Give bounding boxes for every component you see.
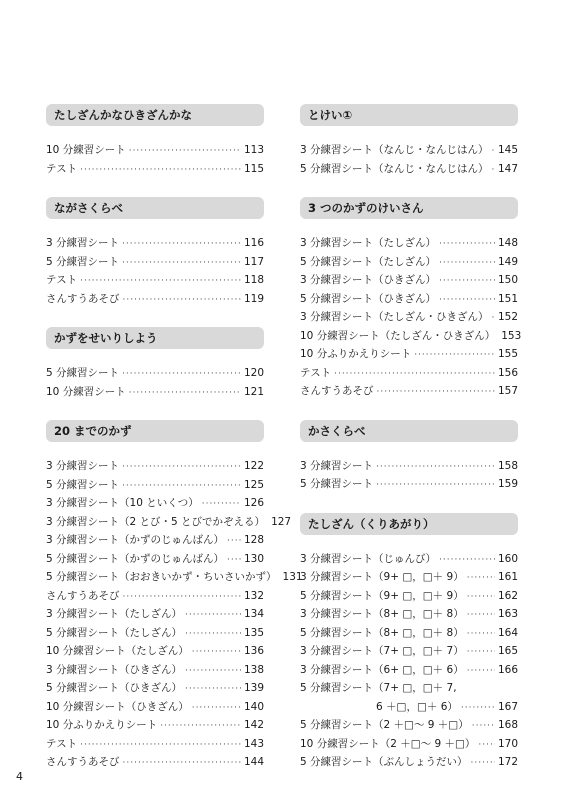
entry-page-number: 151 [497,292,518,305]
toc-entry [46,253,264,272]
toc-entry [300,271,518,290]
entry-title: 5 分練習シート [46,255,120,268]
entry-page-number: 148 [497,237,518,249]
toc-entry [46,642,264,661]
entry-title: 3 分練習シート（10 といくつ） [46,497,199,509]
entry-title: 3 分練習シート（7+ □，□＋ 7） [300,645,464,657]
dot-leader [467,569,495,588]
section-header: ながさくらべ [46,197,264,219]
entry-title: テスト [46,162,78,175]
toc-entry [46,587,264,606]
toc-entry [300,753,518,772]
toc-entry [300,698,518,717]
entry-page-number: 153 [501,329,522,342]
toc-entry [300,550,518,569]
entry-title: 5 分練習シート（7+ □，□＋ 7, [300,682,457,694]
entry-list [46,349,264,420]
entry-page-number: 161 [497,571,518,583]
dot-leader [123,588,241,607]
toc-entry [300,568,518,587]
toc-entry [300,475,518,494]
entry-title: 3 分練習シート [300,459,374,472]
entry-title: 3 分練習シート（ひきざん） [300,274,437,286]
dot-leader [492,309,495,328]
entry-title: 3 分練習シート（9+ □，□＋ 9） [300,571,464,583]
entry-page-number: 113 [243,144,264,156]
entry-title: 3 分練習シート（6+ □，□＋ 6） [300,663,464,676]
entry-page-number: 115 [243,162,264,175]
toc-entry [46,160,264,179]
entry-page-number: 136 [243,645,264,657]
section-header: とけい① [300,104,518,126]
entry-list [46,126,264,197]
entry-title: 3 分練習シート（なんじ・なんじはん） [300,144,489,156]
toc-entry [300,327,522,346]
toc-entry [300,642,518,661]
entry-page-number: 160 [497,552,518,565]
entry-title: さんすうあそび [300,385,374,397]
dot-leader [467,606,495,625]
dot-leader [492,142,495,161]
entry-list [300,442,518,513]
dot-leader [227,532,241,551]
toc-section [300,197,522,420]
dot-leader [185,606,241,625]
entry-title: 3 分練習シート [46,460,120,472]
section-header: たしざん（くりあがり） [300,513,518,535]
toc-entry [46,735,264,754]
toc-entry [46,753,264,772]
toc-entry [300,345,518,364]
toc-entry [300,308,518,327]
entry-page-number: 159 [497,478,518,490]
dot-leader [334,365,495,384]
toc-entry [300,661,518,680]
toc-entry [300,716,518,735]
dot-leader [376,458,495,477]
entry-title: 5 分練習シート（なんじ・なんじはん） [300,162,489,175]
entry-page-number: 118 [243,274,264,286]
entry-title: 3 分練習シート（8+ □，□＋ 8） [300,608,464,620]
entry-page-number: 128 [243,534,264,546]
dot-leader [227,551,241,570]
toc-left-column [46,104,303,791]
dot-leader [439,235,495,254]
entry-title: テスト [300,366,332,379]
dot-leader [123,291,241,310]
entry-title: 5 分練習シート（たしざん） [46,626,183,639]
section-header: 20 までのかず [46,420,264,442]
toc-entry [46,141,264,160]
dot-leader [122,458,241,477]
entry-title: テスト [46,737,78,750]
entry-list [300,219,522,420]
entry-page-number: 172 [497,756,518,768]
entry-page-number: 155 [497,348,518,360]
toc-section [300,513,518,791]
entry-page-number: 138 [243,663,264,676]
entry-title: 3 分練習シート（2 とび・5 とびでかぞえる） [46,515,266,528]
entry-title: 5 分練習シート（おおきいかず・ちいさいかず） [46,571,277,583]
entry-page-number: 158 [497,459,518,472]
dot-leader [439,291,495,310]
dot-leader [461,699,495,718]
dot-leader [185,625,241,644]
entry-title: さんすうあそび [46,589,120,602]
section-header: かさくらべ [300,420,518,442]
entry-title: 5 分練習シート（ひきざん） [46,682,183,694]
entry-title: 3 分練習シート（たしざん・ひきざん） [300,311,489,323]
entry-page-number: 122 [243,460,264,472]
dot-leader [467,662,495,681]
dot-leader [492,161,495,180]
section-header: かずをせいりしよう [46,327,264,349]
entry-page-number: 140 [243,700,264,713]
entry-page-number: 170 [497,737,518,750]
entry-title: 10 分練習シート（たしざん・ひきざん） [300,329,496,342]
toc-entry [46,605,264,624]
entry-title: 10 分練習シート（ひきざん） [46,700,189,713]
entry-page-number: 131 [282,571,303,583]
toc-entry [46,476,264,495]
entry-page-number: 145 [497,144,518,156]
entry-title: テスト [46,274,78,286]
dot-leader [377,383,495,402]
toc-section [46,327,264,420]
entry-page-number: 150 [497,274,518,286]
entry-title: 3 分練習シート（たしざん） [46,608,183,620]
entry-title: 5 分練習シート [46,478,120,491]
toc-entry [46,271,264,290]
section-header: 3 つのかずのけいさん [300,197,518,219]
toc-entry [46,290,264,309]
entry-title: 3 分練習シート（かずのじゅんばん） [46,534,225,546]
dot-leader [192,699,241,718]
entry-title: 6 ＋□，□＋ 6） [376,700,458,713]
toc-entry [300,290,518,309]
entry-page-number: 147 [497,162,518,175]
dot-leader [478,736,495,755]
toc-entry [300,141,518,160]
entry-page-number: 152 [497,311,518,323]
entry-title: 3 分練習シート（たしざん） [300,237,437,249]
dot-leader [471,754,495,773]
toc-entry [46,364,264,383]
entry-page-number: 116 [243,237,264,249]
entry-page-number: 142 [243,719,264,731]
entry-list [300,535,518,791]
toc-entry [300,382,518,401]
toc-entry [46,698,264,717]
toc-right-column [300,104,522,791]
entry-page-number: 121 [243,385,264,398]
toc-entry [300,605,518,624]
page-number: 4 [16,770,23,783]
entry-page-number: 127 [271,515,292,528]
toc-entry [46,494,264,513]
toc-section [46,420,303,791]
entry-page-number: 165 [497,645,518,657]
entry-title: 5 分練習シート [46,367,120,379]
dot-leader [80,736,241,755]
toc-section [300,420,518,513]
entry-page-number: 166 [497,663,518,676]
dot-leader [129,142,241,161]
entry-page-number: 134 [243,608,264,620]
entry-page-number: 157 [497,385,518,397]
toc-entry [300,364,518,383]
toc-entry [46,383,264,402]
entry-title: 3 分練習シート（じゅんび） [300,552,437,565]
entry-title: 10 分ふりかえりシート [46,719,158,731]
dot-leader [122,254,241,273]
toc-entry [46,661,264,680]
entry-title: 3 分練習シート [46,237,120,249]
entry-page-number: 164 [497,626,518,639]
dot-leader [122,477,241,496]
dot-leader [439,254,495,273]
entry-title: 10 分ふりかえりシート [300,348,412,360]
entry-title: 5 分練習シート（8+ □，□＋ 8） [300,626,464,639]
dot-leader [472,717,495,736]
dot-leader [376,476,495,495]
toc-entry [300,160,518,179]
entry-title: 10 分練習シート [46,385,126,398]
dot-leader [467,643,495,662]
toc-entry [300,457,518,476]
entry-page-number: 149 [497,255,518,268]
entry-page-number: 167 [497,700,518,713]
entry-page-number: 162 [497,589,518,602]
entry-page-number: 143 [243,737,264,750]
entry-title: さんすうあそび [46,756,120,768]
toc-entry [46,679,264,698]
toc-entry [46,716,264,735]
toc-entry [46,624,264,643]
entry-page-number: 130 [243,552,264,565]
section-header: たしざんかなひきざんかな [46,104,264,126]
entry-title: 5 分練習シート（9+ □，□＋ 9） [300,589,464,602]
entry-title: 5 分練習シート（ひきざん） [300,292,437,305]
dot-leader [439,272,495,291]
toc-entry [300,679,518,698]
dot-leader [123,754,241,773]
toc-entry [46,550,264,569]
dot-leader [80,272,241,291]
entry-page-number: 144 [243,756,264,768]
entry-page-number: 168 [497,719,518,731]
dot-leader [192,643,241,662]
toc-entry [300,624,518,643]
dot-leader [414,346,495,365]
entry-title: 10 分練習シート [46,144,126,156]
toc-entry [300,587,518,606]
toc-entry [300,234,518,253]
dot-leader [129,384,241,403]
entry-title: 10 分練習シート（2 ＋□～ 9 ＋□） [300,737,476,750]
entry-page-number: 120 [243,367,264,379]
toc-entry [46,457,264,476]
entry-page-number: 135 [243,626,264,639]
toc-section [46,104,264,197]
entry-title: 5 分練習シート（ぶんしょうだい） [300,756,468,768]
entry-title: 5 分練習シート（かずのじゅんばん） [46,552,225,565]
toc-section [300,104,518,197]
entry-page-number: 126 [243,497,264,509]
entry-page-number: 156 [497,366,518,379]
dot-leader [122,365,241,384]
entry-page-number: 139 [243,682,264,694]
entry-title: 3 分練習シート（ひきざん） [46,663,183,676]
entry-list [46,219,264,327]
dot-leader [80,161,241,180]
entry-title: 5 分練習シート [300,478,374,490]
toc-entry [300,735,518,754]
entry-list [46,442,303,791]
dot-leader [439,551,495,570]
dot-leader [467,625,495,644]
toc-entry [46,531,264,550]
entry-title: 10 分練習シート（たしざん） [46,645,189,657]
entry-title: 5 分練習シート（2 ＋□～ 9 ＋□） [300,719,469,731]
entry-page-number: 125 [243,478,264,491]
dot-leader [185,680,241,699]
dot-leader [160,717,241,736]
dot-leader [122,235,241,254]
entry-title: 5 分練習シート（たしざん） [300,255,437,268]
dot-leader [467,588,495,607]
dot-leader [185,662,241,681]
entry-page-number: 119 [243,292,264,305]
entry-page-number: 117 [243,255,264,268]
toc-entry [46,568,303,587]
entry-page-number: 132 [243,589,264,602]
entry-title: さんすうあそび [46,292,120,305]
toc-entry [46,513,292,532]
toc-section [46,197,264,327]
entry-page-number: 163 [497,608,518,620]
toc-entry [300,253,518,272]
toc-entry [46,234,264,253]
entry-list [300,126,518,197]
dot-leader [202,495,241,514]
